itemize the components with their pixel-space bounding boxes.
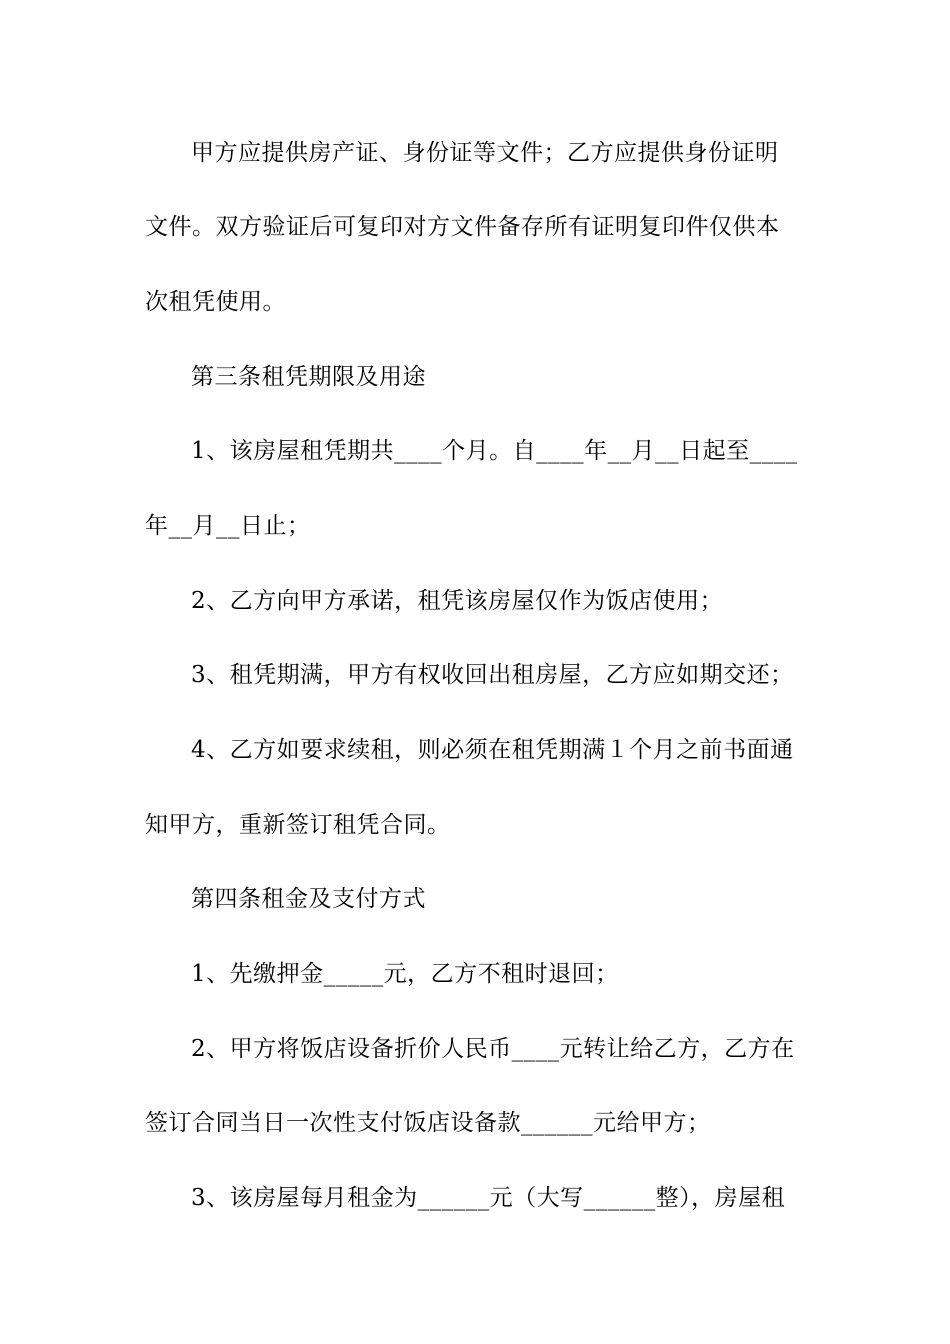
section-heading: 第三条租凭期限及用途 [191, 364, 426, 390]
paragraph-line: 4、乙方如要求续租，则必须在租凭期满１个月之前书面通 [191, 737, 794, 763]
paragraph-line: 3、租凭期满，甲方有权收回出租房屋，乙方应如期交还； [191, 662, 794, 688]
paragraph-line: 知甲方，重新签订租凭合同。 [145, 812, 451, 838]
paragraph-line: 文件。双方验证后可复印对方文件备存所有证明复印件仅供本 [145, 214, 780, 240]
paragraph-line: 1、该房屋租凭期共____个月。自____年__月__日起至____ [191, 438, 798, 464]
paragraph-line: 3、该房屋每月租金为______元（大写______整），房屋租 [191, 1185, 786, 1211]
paragraph-line: 年__月__日止； [145, 513, 311, 539]
section-heading: 第四条租金及支付方式 [191, 886, 426, 912]
paragraph-line: 2、甲方将饭店设备折价人民币____元转让给乙方，乙方在 [191, 1036, 795, 1062]
paragraph-line: 2、乙方向甲方承诺，租凭该房屋仅作为饭店使用； [191, 588, 724, 614]
paragraph-line: 甲方应提供房产证、身份证等文件；乙方应提供身份证明 [191, 140, 779, 166]
paragraph-line: 1、先缴押金_____元，乙方不租时退回； [191, 961, 619, 987]
paragraph-line: 签订合同当日一次性支付饭店设备款______元给甲方； [145, 1110, 711, 1136]
paragraph-line: 次租凭使用。 [145, 289, 286, 315]
